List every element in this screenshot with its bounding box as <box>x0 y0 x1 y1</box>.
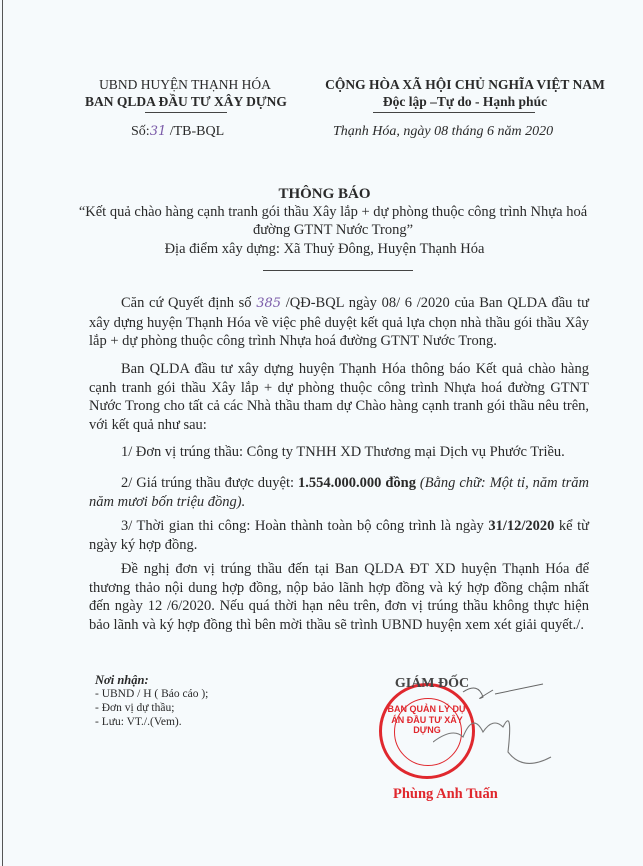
issuer-line2: BAN QLDA ĐẦU TƯ XÂY DỰNG <box>85 94 287 109</box>
recipient-item: - Đơn vị dự thầu; <box>95 702 175 714</box>
recipients-block <box>95 673 208 729</box>
handwritten-number: 31 <box>149 124 167 139</box>
issuer-header <box>85 76 285 110</box>
document-page <box>2 0 643 866</box>
issuer-line1: UBND HUYỆN THẠNH HÓA <box>99 77 271 92</box>
issuer-underline <box>145 112 227 113</box>
recipient-item: - Lưu: VT./.(Vem). <box>95 716 182 728</box>
paragraph-basis: Căn cứ Quyết định số 385 /QĐ-BQL ngày 08/ 6 /2020 của Ban QLDA đầu tư xây dựng huyện Thạnh Hóa về việc phê duyệt kết quả lựa chọn nhà thầu gói thầu Xây lắp + dự phòng thuộc công trình Nhựa hoá đường GTNT Nước Trong. <box>89 295 589 349</box>
document-title: THÔNG BÁO <box>278 186 371 202</box>
signatory-name: Phùng Anh Tuấn <box>393 786 498 802</box>
construction-location: Địa điểm xây dựng: Xã Thuỷ Đông, Huyện Thạnh Hóa <box>164 241 485 257</box>
recipient-item: - UBND / H ( Báo cáo ); <box>95 688 209 700</box>
document-date: Thạnh Hóa, ngày 08 tháng 6 năm 2020 <box>333 124 554 139</box>
recipients-heading: Nơi nhận: <box>95 673 149 687</box>
completion-date: 31/12/2020 <box>488 518 555 534</box>
handwritten-decision-number: 385 <box>256 296 282 311</box>
result-item-schedule: 3/ Thời gian thi công: Hoàn thành toàn bộ công trình là ngày 31/12/2020 kể từ ngày ký hợp đồng. <box>89 518 589 553</box>
signatory-title: GIÁM ĐỐC <box>394 676 470 691</box>
national-title: CỘNG HÒA XÃ HỘI CHỦ NGHĨA VIỆT NAM <box>325 77 605 92</box>
national-motto: Độc lập –Tự do - Hạnh phúc <box>382 94 548 109</box>
paragraph-request: Đề nghị đơn vị trúng thầu đến tại Ban QLDA ĐT XD huyện Thạnh Hóa để thương thảo nội dung hợp đồng, nộp bảo lãnh hợp đồng và ký hợp đồng chậm nhất đến ngày 12 /6/2020. Nếu quá thời hạn nêu trên, đơn vị trúng thầu không thực hiện bảo lãnh và ký hợp đồng thì bên mời thầu sẽ trình UBND huyện xem xét giải quyết./. <box>89 561 589 633</box>
document-number: Số:31 /TB-BQL <box>131 124 225 139</box>
national-header <box>315 76 615 110</box>
result-item-winner: 1/ Đơn vị trúng thầu: Công ty TNHH XD Thương mại Dịch vụ Phước Triều. <box>121 444 565 460</box>
title-divider <box>263 270 413 271</box>
result-item-price: 2/ Giá trúng thầu được duyệt: 1.554.000.000 đồng (Bằng chữ: Một tỉ, năm trăm năm mươi bốn triệu đồng). <box>89 475 589 510</box>
paragraph-announcement: Ban QLDA đầu tư xây dựng huyện Thạnh Hóa thông báo Kết quả chào hàng cạnh tranh gói thầu Xây lắp + dự phòng thuộc công trình Nhựa hoá đường GTNT Nước Trong cho tất cả các Nhà thầu tham dự Chào hàng cạnh tranh gói thầu nêu trên, với kết quả như sau: <box>89 361 589 433</box>
motto-underline <box>373 112 535 113</box>
stamp-text: BAN QUẢN LÝ DỰ ÁN ĐẦU TƯ XÂY DỰNG <box>387 704 467 735</box>
document-subtitle: “Kết quả chào hàng cạnh tranh gói thầu Xây lắp + dự phòng thuộc công trình Nhựa hoá đường GTNT Nước Trong” <box>78 204 588 238</box>
winning-price: 1.554.000.000 đồng <box>298 475 416 491</box>
